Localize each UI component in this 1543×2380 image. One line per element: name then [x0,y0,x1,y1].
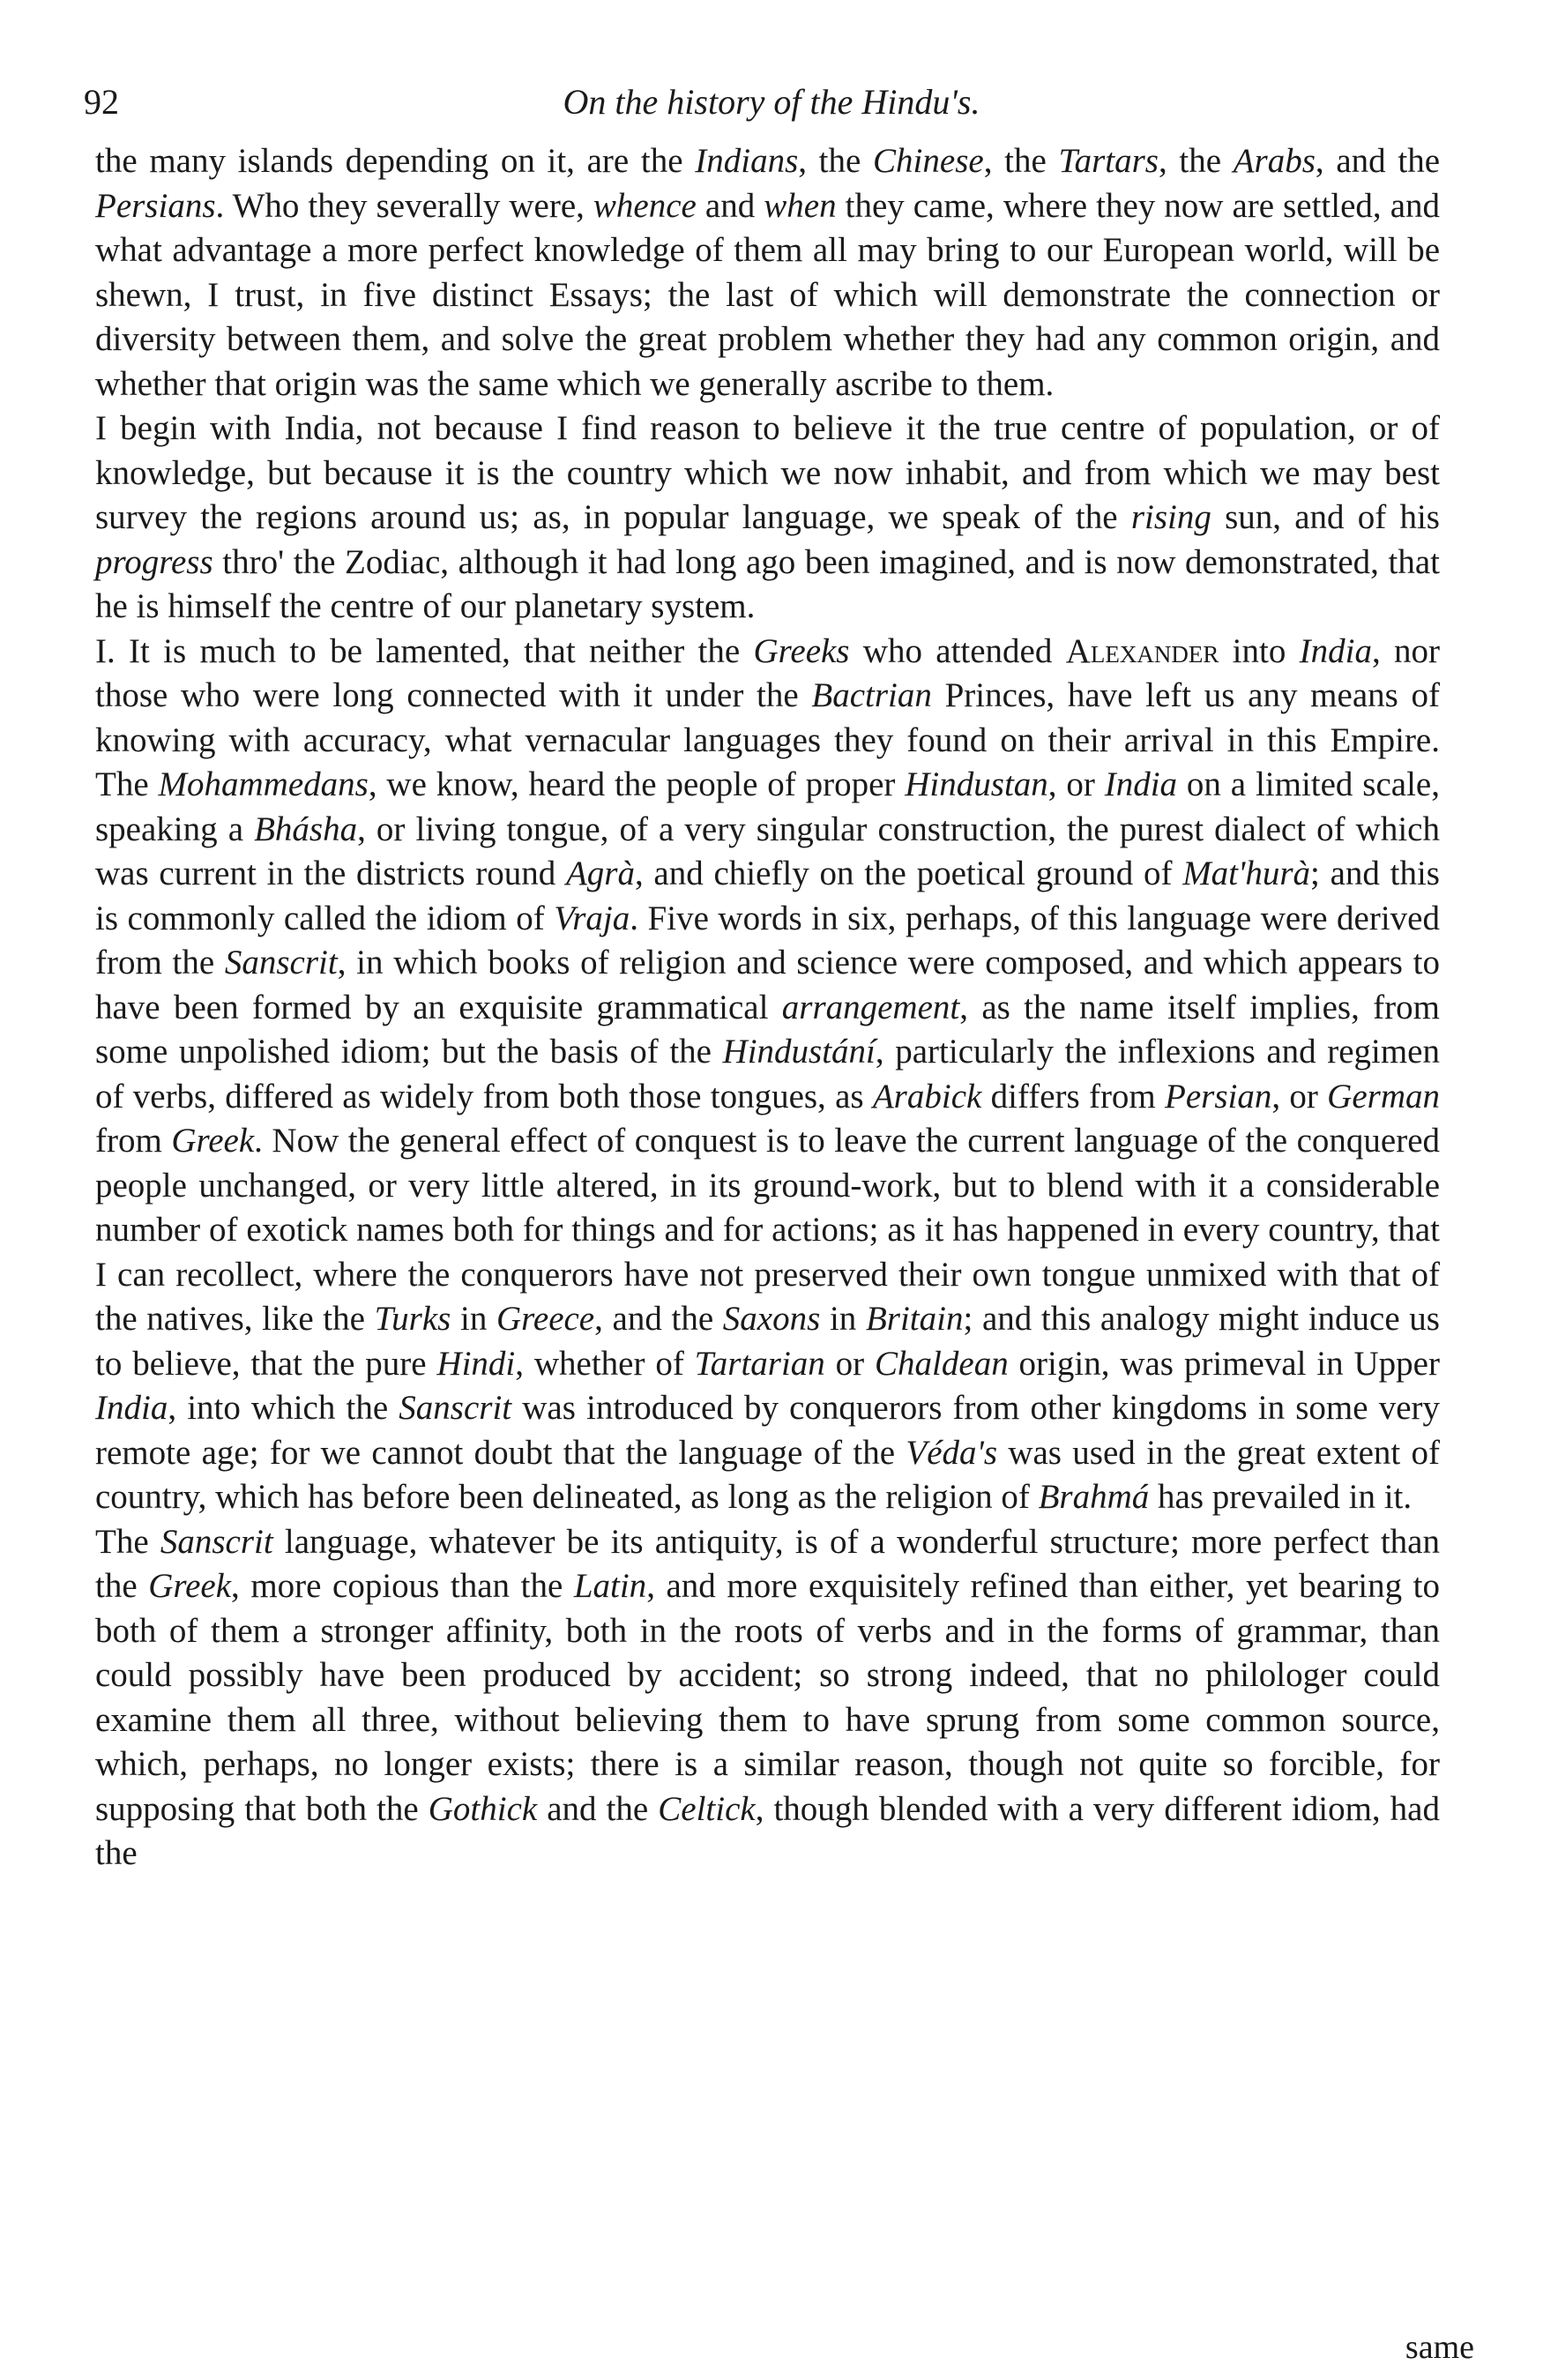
italic-term: Greek [148,1567,232,1605]
text-run: , we know, heard the people of proper [368,765,906,803]
text-run: from [95,1122,172,1160]
text-run: who attended [849,631,1066,670]
italic-term: Hindustan [905,765,1048,803]
text-run: the many islands depending on it, are the [95,142,696,180]
text-run: , particularly the inflexions and regimen of verbs, differed as widely from both those tongues, as [95,1033,1440,1115]
italic-term: Agrà [565,854,635,892]
text-run: , whether of [515,1344,695,1383]
text-run: I. It is much to be lamented, that neither the [95,631,754,670]
italic-term: India [1104,765,1178,803]
text-run: was introduced by conquerors from other kingdoms in some very remote age; for we cannot doubt that the language of the [95,1389,1440,1472]
italic-term: Chaldean [875,1344,1009,1383]
text-run: I begin with India, not because I find reason to believe it the true centre of population, or of knowledge, but because it is the country which we now inhabit, and from which we may best survey the regions around us; as, in popular language, we speak of the [95,409,1440,536]
italic-term: Arabick [872,1077,982,1115]
text-run: was used in the great extent of country, which has before been delineated, as long as the religion of [95,1433,1441,1516]
italic-term: Persians [95,186,216,225]
text-run: origin, was primeval in Upper [1008,1344,1440,1383]
text-run: into [1219,631,1300,670]
text-run: has prevailed in it. [1149,1478,1413,1516]
page-number: 92 [84,82,119,122]
italic-term: Chinese [873,142,984,180]
italic-term: Sanscrit [399,1389,512,1427]
italic-term: Celtick [658,1789,756,1828]
text-run: language, whatever be its antiquity, is of a wonderful structure; more perfect than the [95,1522,1440,1605]
text-run: ; and this is commonly called the idiom of [95,854,1440,937]
catchword: same [1405,2329,1474,2366]
italic-term: Hindustání [722,1033,876,1071]
text-run: in [451,1300,496,1338]
paragraph [95,139,1440,407]
text-run: , the [1158,142,1234,180]
italic-term: Tartars [1058,142,1159,180]
italic-term: whence [593,186,697,225]
italic-term: Saxons [722,1300,821,1338]
italic-term: progress [95,542,213,581]
text-run: , though blended with a very different idiom, had the [95,1789,1440,1872]
italic-term: Sanscrit [160,1522,273,1561]
text-run: thro' the Zodiac, although it had long ago been imagined, and is now demonstrated, that he is himself the centre of our planetary system. [95,542,1440,625]
text-run: , nor those who were long connected with it under the [95,631,1440,714]
italic-term: Greeks [753,631,850,670]
text-run: differs from [981,1077,1166,1115]
text-run: sun, and of his [1211,498,1440,536]
italic-term: Greece [496,1300,595,1338]
italic-term: Mohammedans [158,765,369,803]
text-run: , the [798,142,874,180]
text-run: . Now the general effect of conquest is to leave the current language of the conquered people unchanged, or very little altered, in its ground-work, but to blend with it a considerable number of exotick names both for things and for actions; as it has happened in every country, that I can recollect, where the conquerors have not preserved their own tongue unmixed with that of the natives, like the [95,1122,1440,1338]
text-run: and the [537,1789,659,1828]
text-run: , and chiefly on the poetical ground of [634,854,1183,892]
text-run: in [820,1300,866,1338]
text-run: , and the [1315,142,1440,180]
text-run: they came, where they now are settled, and what advantage a more perfect knowledge of them all may bring to our European world, will be shewn, I trust, in five distinct Essays; the last of which will demonstrate the connection or diversity between them, and solve the great problem whether they had any common origin, and whether that origin was the same which we generally ascribe to them. [95,186,1441,403]
italic-term: Véda's [906,1433,998,1472]
text-run: , the [983,142,1059,180]
text-run: , or [1047,765,1105,803]
italic-term: Bactrian [811,676,932,714]
text-run: , as the name itself implies, from some unpolished idiom; but the basis of the [95,988,1440,1071]
text-run: , or [1271,1077,1328,1115]
page-header [84,81,1459,143]
paragraph [95,630,1440,1520]
italic-term: Vraja [554,899,630,937]
italic-term: Britain [865,1300,964,1338]
text-run: , and the [594,1300,723,1338]
text-run: and [696,186,764,225]
text-run: , and more exquisitely refined than either, yet bearing to both of them a stronger affinity, both in the roots of verbs and in the forms of grammar, than could possibly have been produced by accident; so strong indeed, that no philologer could examine them all three, without believing them to have sprung from some common source, which, perhaps, no longer exists; there is a similar reason, though not quite so forcible, for supposing that both the [95,1567,1440,1828]
text-run: Princes, have left us any means of knowing with accuracy, what vernacular languages they found on their arrival in this Empire. The [95,676,1440,803]
italic-term: German [1327,1077,1440,1115]
paragraph [95,1520,1440,1876]
small-caps-name: Alexander [1065,631,1219,670]
italic-term: India [1299,631,1372,670]
italic-term: Mat'hurà [1182,854,1311,892]
italic-term: Latin [573,1567,647,1605]
italic-term: Greek [171,1122,255,1160]
running-title: On the history of the Hindu's. [563,82,980,122]
italic-term: Arabs [1233,142,1316,180]
italic-term: Turks [374,1300,451,1338]
text-run: , or living tongue, of a very singular construction, the purest dialect of which was current in the districts round [95,809,1440,892]
italic-term: Persian [1165,1077,1272,1115]
italic-term: Sanscrit [224,944,338,981]
italic-term: arrangement [781,988,960,1026]
text-run: The [95,1522,160,1561]
text-run: ; and this analogy might induce us to believe, that the pure [95,1300,1440,1383]
page-body [95,139,1440,1876]
text-run: on a limited scale, speaking a [95,765,1440,848]
text-run: , into which the [168,1389,399,1427]
text-run: or [824,1344,876,1383]
italic-term: Indians [695,142,799,180]
text-run: . Who they severally were, [215,186,593,225]
italic-term: Brahmá [1038,1478,1150,1516]
italic-term: Hindi [436,1344,516,1383]
paragraph [95,407,1440,630]
text-run: , in which books of religion and science were composed, and which appears to have been formed by an exquisite grammatical [95,944,1440,1026]
text-run: , more copious than the [231,1567,574,1605]
text-run: . Five words in six, perhaps, of this language were derived from the [95,899,1440,981]
italic-term: India [95,1389,168,1427]
italic-term: rising [1130,498,1211,536]
italic-term: Tartarian [694,1344,825,1383]
italic-term: Gothick [428,1789,538,1828]
italic-term: Bhásha [254,809,358,848]
italic-term: when [764,186,837,225]
